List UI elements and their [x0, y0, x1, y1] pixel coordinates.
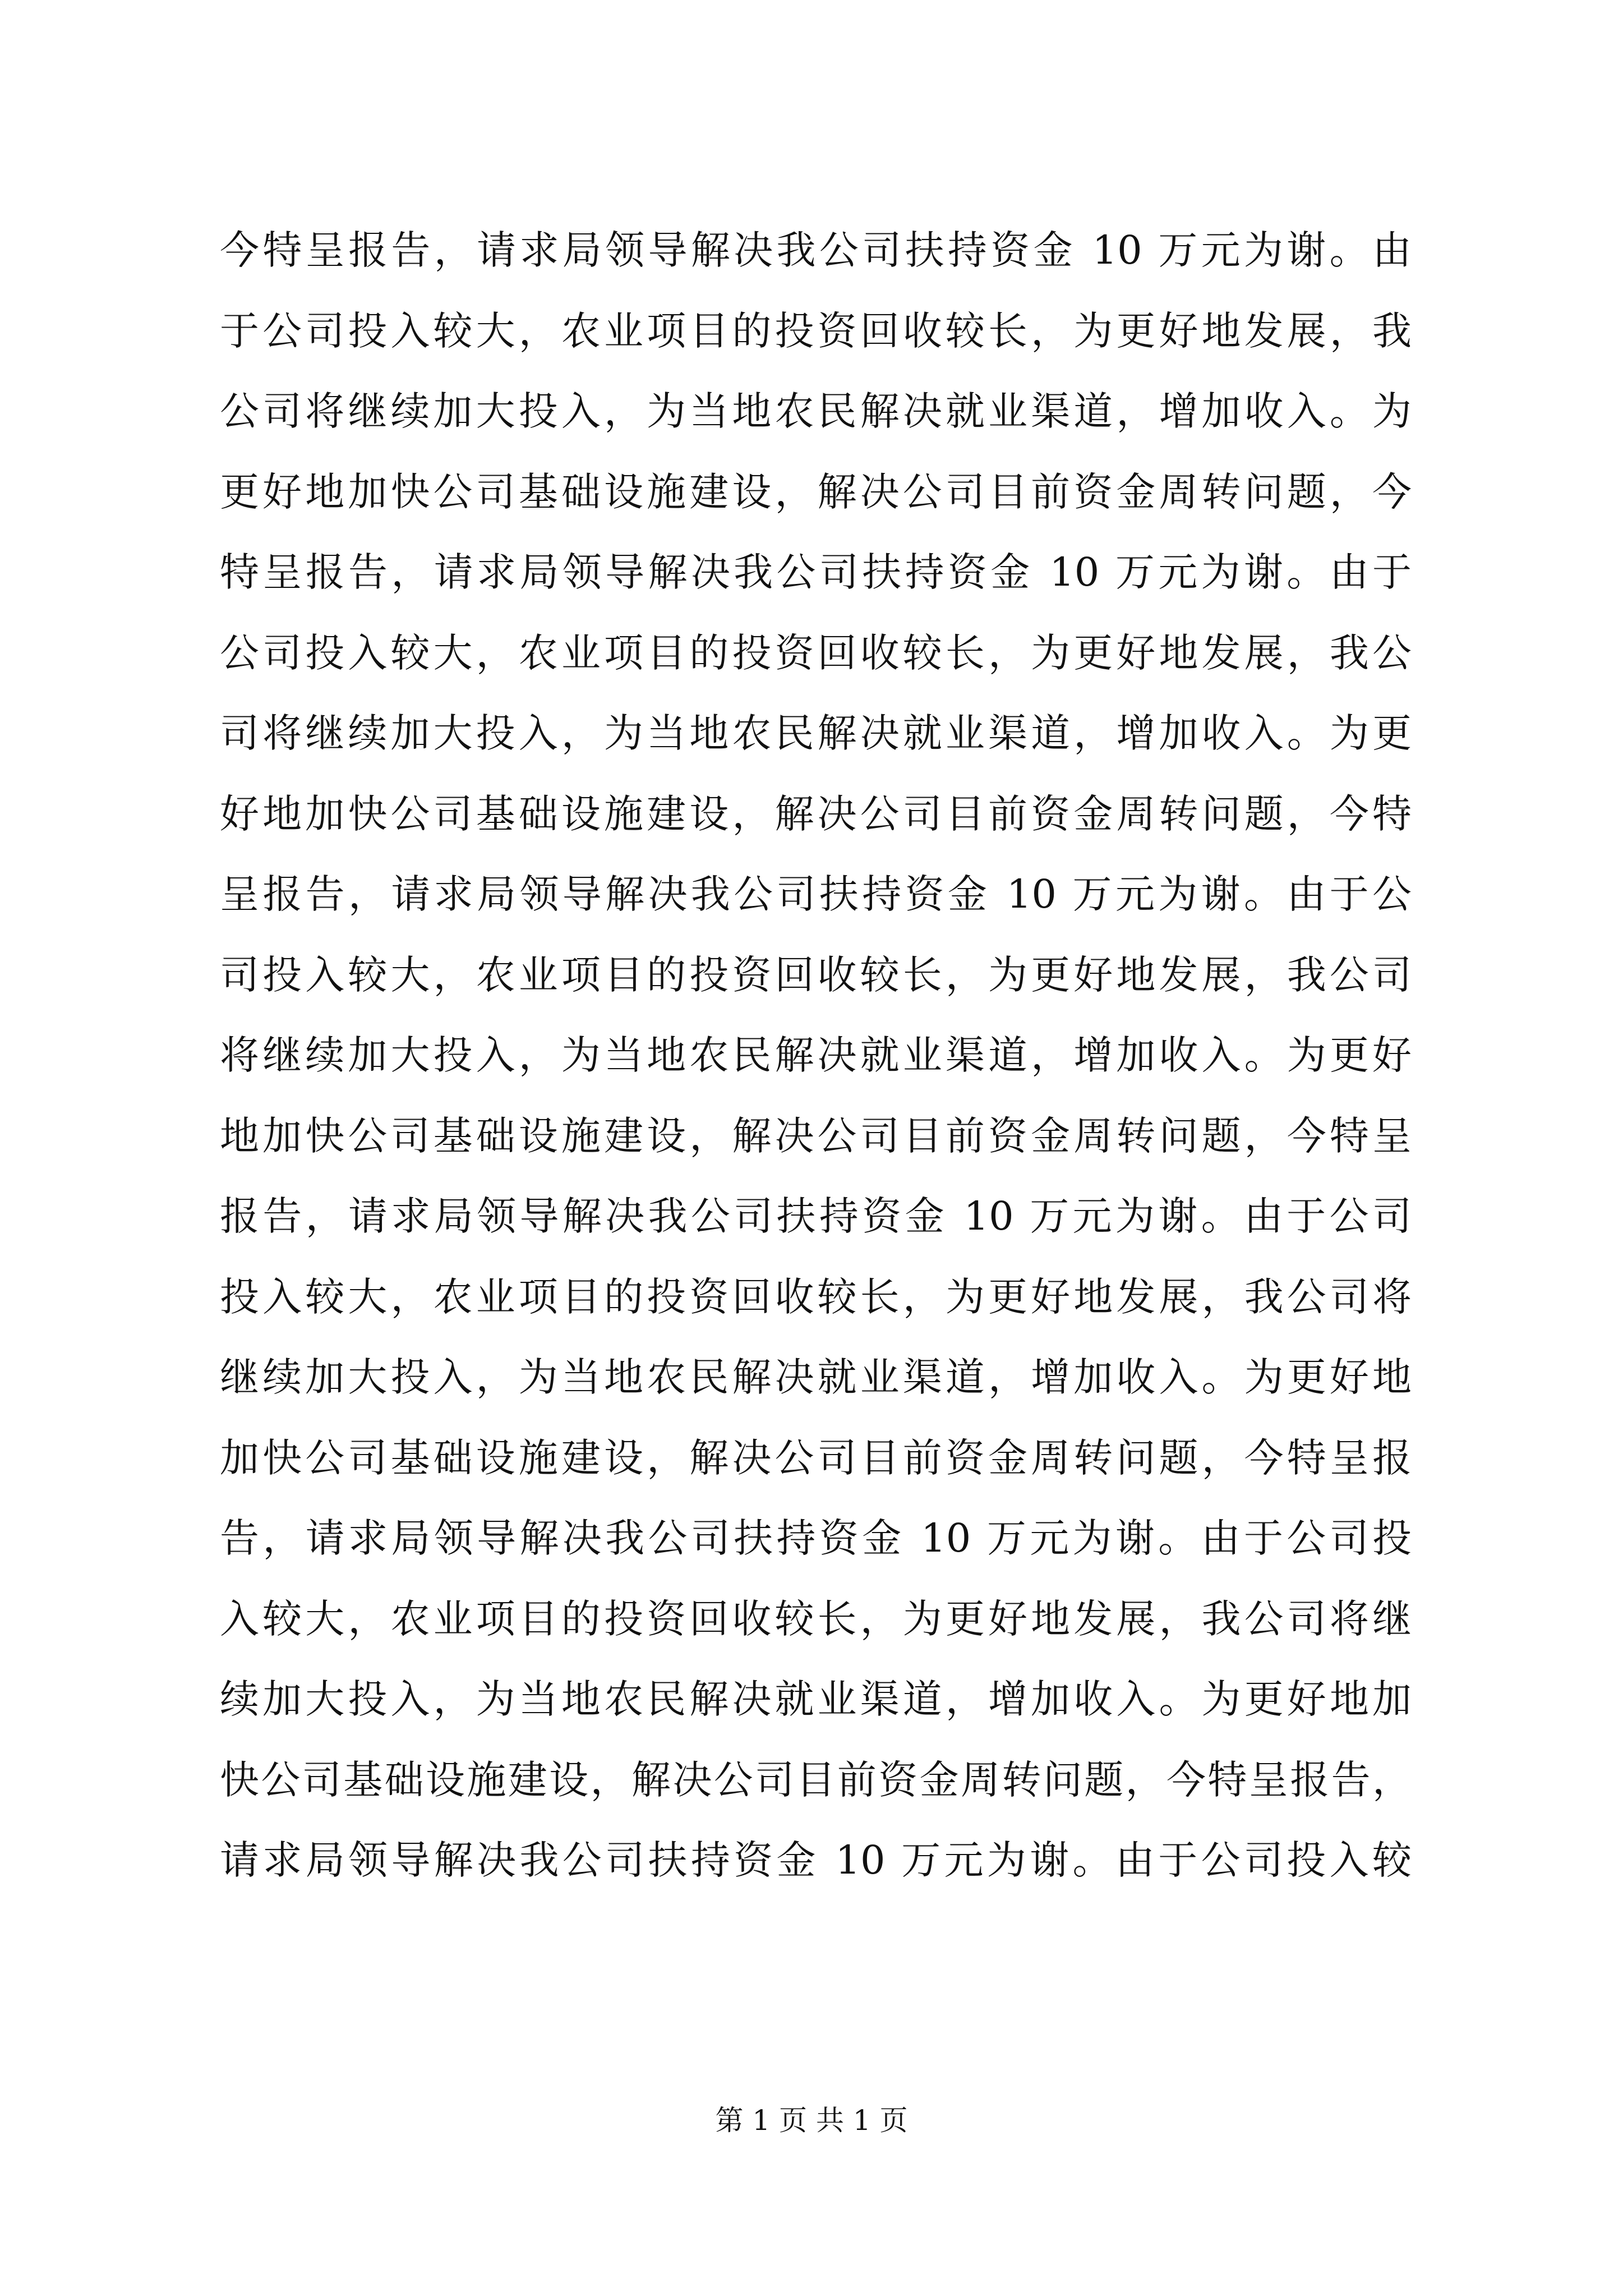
- text-line: 好地加快公司基础设施建设，解决公司目前资金周转问题，今特: [220, 790, 1412, 837]
- text-line: 公司将继续加大投入，为当地农民解决就业渠道，增加收入。为: [220, 388, 1412, 434]
- text-line: 请求局领导解决我公司扶持资金 10 万元为谢。由于公司投入较: [220, 1837, 1412, 1883]
- text-line: 报告，请求局领导解决我公司扶持资金 10 万元为谢。由于公司: [220, 1193, 1412, 1239]
- text-line: 司投入较大，农业项目的投资回收较长，为更好地发展，我公司: [220, 951, 1412, 998]
- text-line: 告，请求局领导解决我公司扶持资金 10 万元为谢。由于公司投: [220, 1515, 1412, 1561]
- text-line: 今特呈报告，请求局领导解决我公司扶持资金 10 万元为谢。由: [220, 227, 1412, 273]
- text-line: 将继续加大投入，为当地农民解决就业渠道，增加收入。为更好: [220, 1032, 1412, 1078]
- text-line: 快公司基础设施建设，解决公司目前资金周转问题，今特呈报告，: [220, 1756, 1412, 1803]
- text-line: 呈报告，请求局领导解决我公司扶持资金 10 万元为谢。由于公: [220, 871, 1412, 917]
- text-line: 入较大，农业项目的投资回收较长，为更好地发展，我公司将继: [220, 1595, 1412, 1642]
- text-line: 地加快公司基础设施建设，解决公司目前资金周转问题，今特呈: [220, 1112, 1412, 1159]
- text-line: 司将继续加大投入，为当地农民解决就业渠道，增加收入。为更: [220, 710, 1412, 756]
- text-line: 更好地加快公司基础设施建设，解决公司目前资金周转问题，今: [220, 468, 1412, 515]
- text-line: 于公司投入较大，农业项目的投资回收较长，为更好地发展，我: [220, 307, 1412, 354]
- text-line: 续加大投入，为当地农民解决就业渠道，增加收入。为更好地加: [220, 1676, 1412, 1722]
- text-line: 特呈报告，请求局领导解决我公司扶持资金 10 万元为谢。由于: [220, 549, 1412, 595]
- text-line: 投入较大，农业项目的投资回收较长，为更好地发展，我公司将: [220, 1273, 1412, 1320]
- page-footer: 第 1 页 共 1 页: [715, 2104, 908, 2137]
- text-line: 加快公司基础设施建设，解决公司目前资金周转问题，今特呈报: [220, 1434, 1412, 1481]
- text-line: 公司投入较大，农业项目的投资回收较长，为更好地发展，我公: [220, 629, 1412, 676]
- body-text: [220, 210, 1412, 1901]
- text-line: 继续加大投入，为当地农民解决就业渠道，增加收入。为更好地: [220, 1354, 1412, 1400]
